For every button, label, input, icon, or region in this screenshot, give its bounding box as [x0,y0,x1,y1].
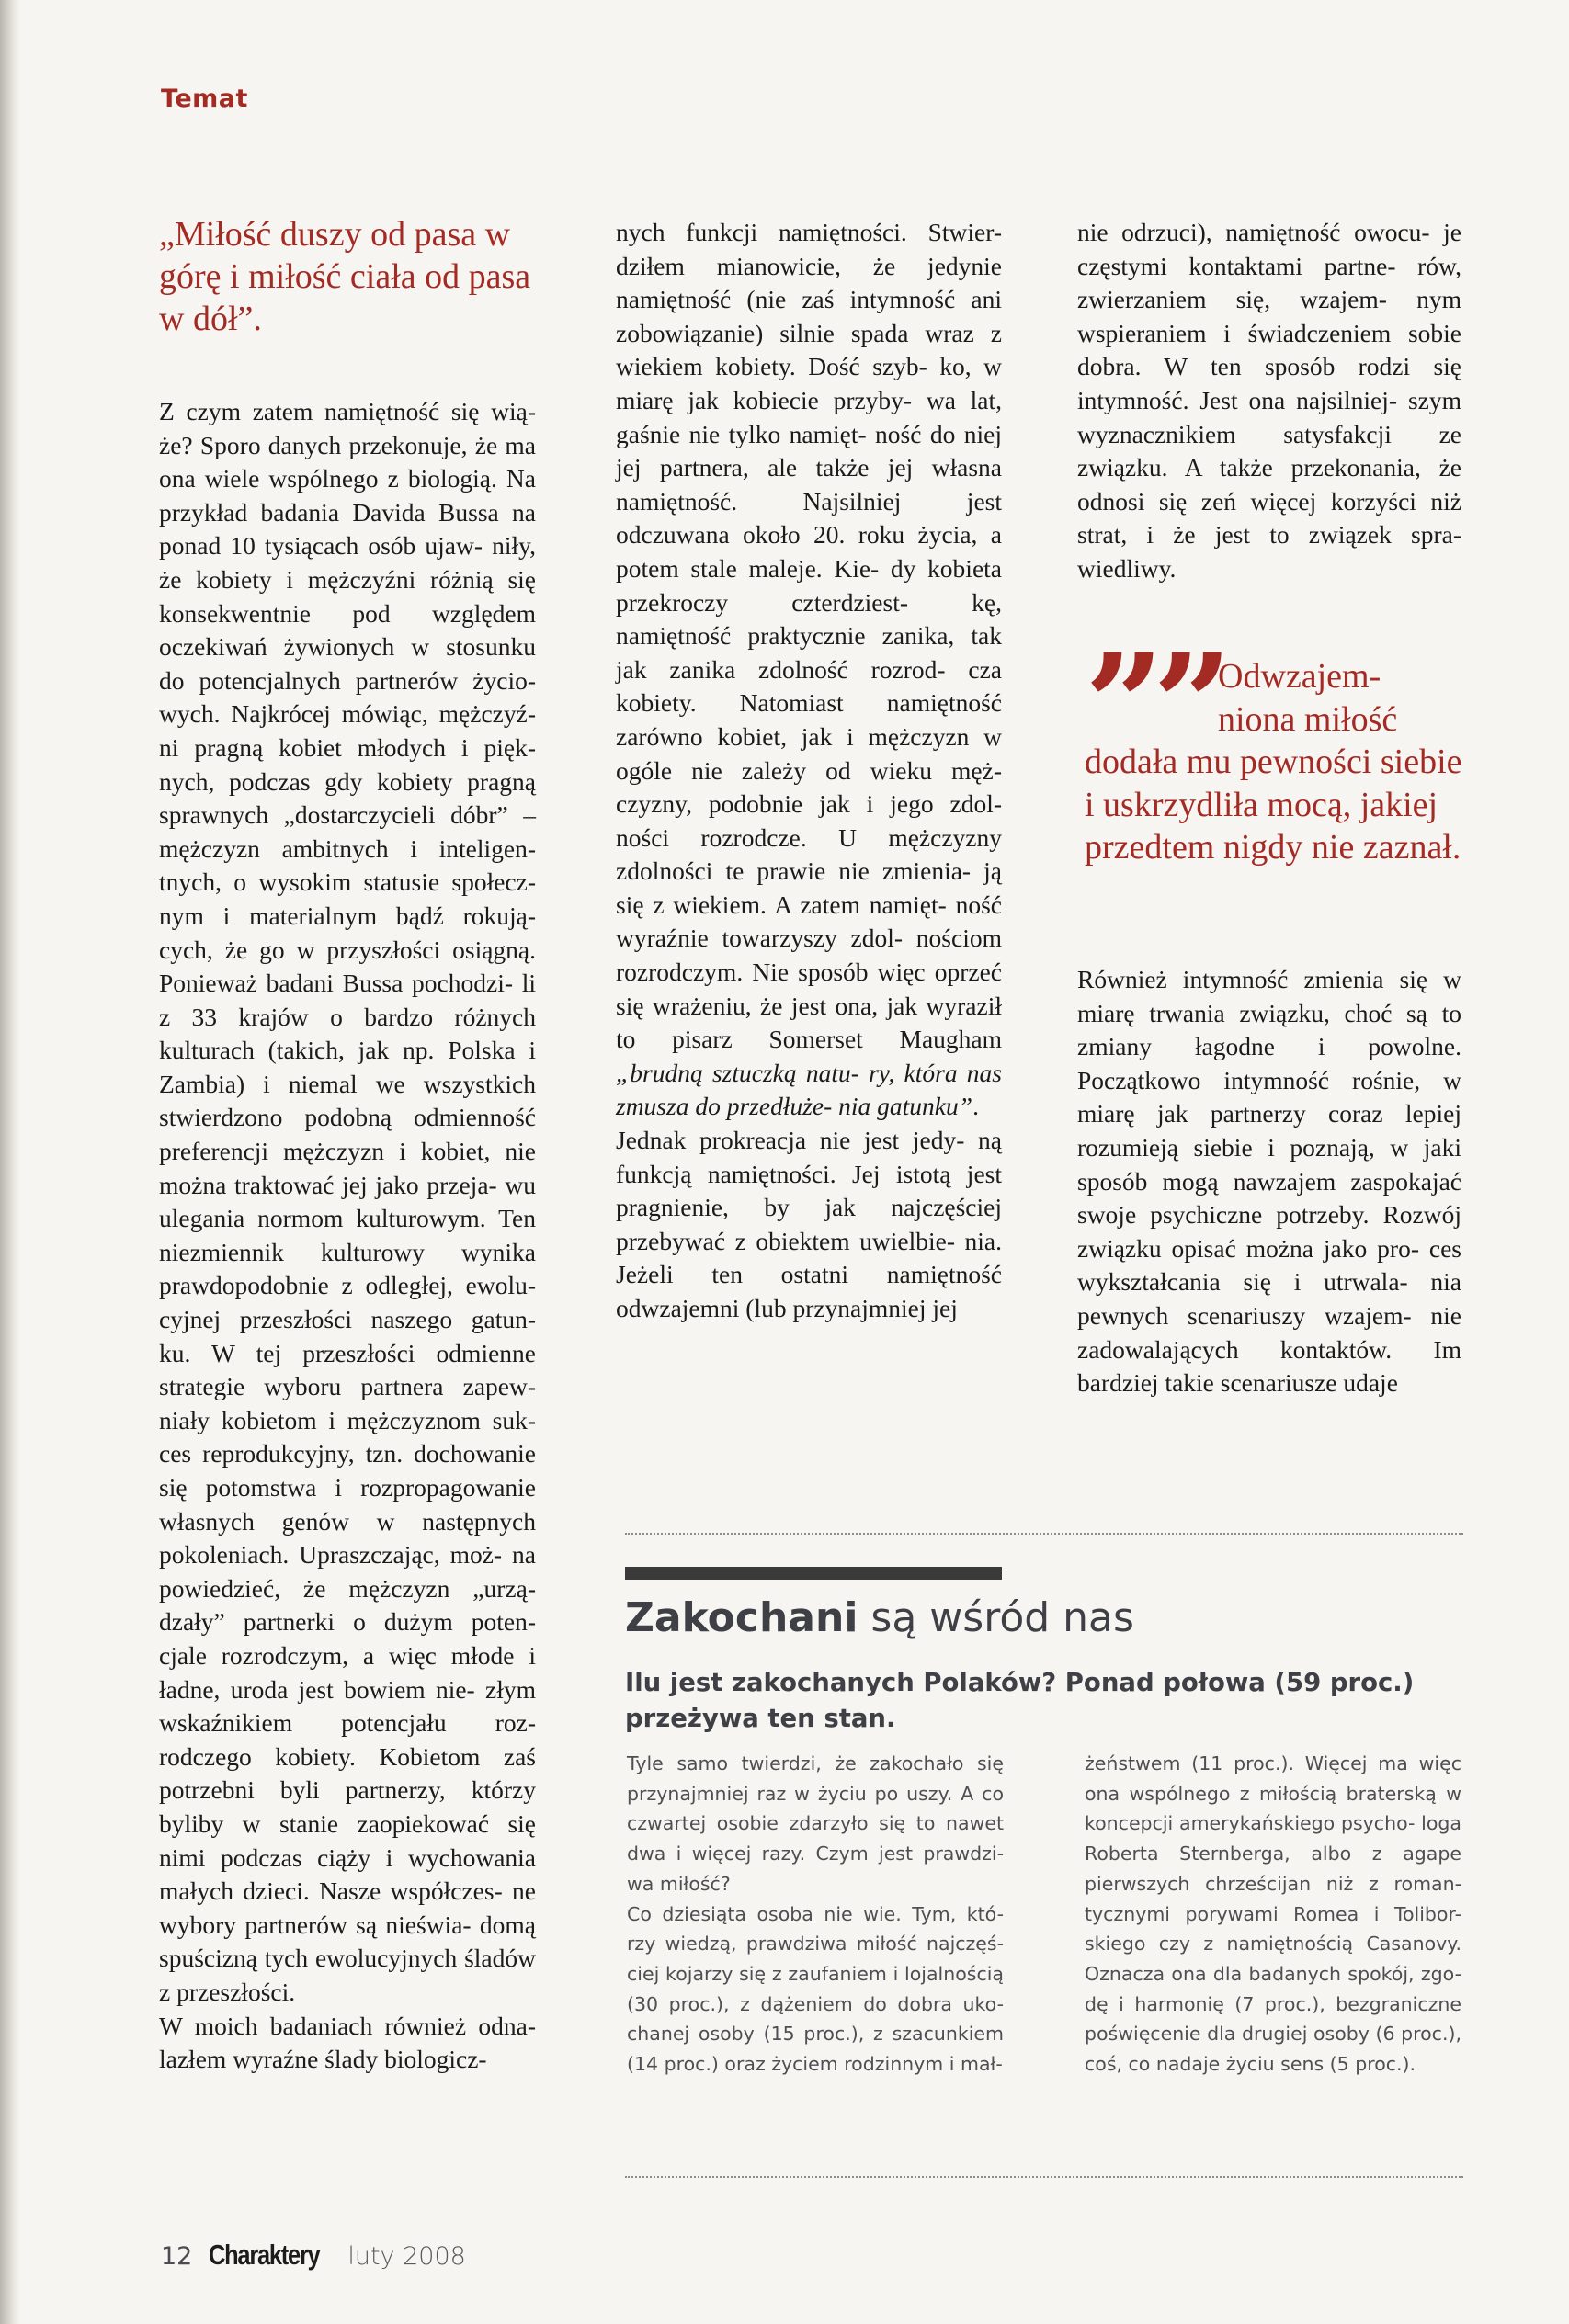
box-subtitle: Ilu jest zakochanych Polaków? Ponad połowa (59 proc.) przeżywa ten stan. [625,1668,1415,1733]
pull-quote-1: „Miłość duszy od pasa w górę i miłość ciała od pasa w dół”. [159,215,531,338]
box-column-2 [1085,1749,1461,2080]
pull-quote-2 [1085,655,1471,869]
paragraph-end: . [972,1092,979,1121]
article-column-3-top [1077,216,1461,586]
paragraph: W moich badaniach również odna- lazłem wyraźne ślady biologicz- [159,2011,536,2074]
box-column-1 [627,1749,1004,2080]
maugham-quote: „brudną sztuczką natu- ry, która nas zmusza do przedłuże- nia gatunku” [616,1058,1002,1121]
page-gutter-shadow [0,0,20,2324]
box-bottom-divider [625,2176,1463,2178]
paragraph: Jednak prokreacja nie jest jedy- ną funkcją namiętności. Jej istotą jest pragnienie, by jak najczęściej przebywać z obiektem uwielbie- nia. Jeżeli ten ostatni namiętność odwzajemni (lub przynajmniej jej [616,1126,1002,1322]
pull-quote-2-rest: dodała mu pewności siebie i uskrzydliła mocą, jakiej przedtem nigdy nie zaznał. [1085,743,1462,867]
section-label: Temat [161,85,248,113]
box-title-bold: Zakochani [625,1594,858,1641]
box-paragraph: żeństwem (11 proc.). Więcej ma więc ona wspólnego z miłością braterską w koncepcji amerykańskiego psycho- loga Roberta Sternberga, albo z agape pierwszych chrześcijan niż z roman- tycznymi porywami Romea i Tolibor- skiego czy z namiętnością Casanovy. Oznacza ona dla badanych spokój, zgo- dę i harmonię (7 proc.), bezgraniczne poświęcenie dla drugiej osoby (6 proc.), coś, co nadaje życiu sens (5 proc.). [1085,1752,1461,2076]
article-column-2 [616,216,1002,1326]
paragraph-text: nych funkcji namiętności. Stwier- dziłem mianowicie, że jedynie namiętność (nie zaś intymność ani zobowiązanie) silnie spada wraz z wiekiem kobiety. Dość szyb- ko, w miarę jak kobiecie przyby- wa lat, gaśnie nie tylko namięt- ność do niej jej partnera, ale także jej własna namiętność. Najsilniej jest odczuwana około 20. roku życia, a potem stale maleje. Kie- dy kobieta przekroczy czterdziest- kę, namiętność praktycznie zanika, tak jak zanika zdolność rozrod- cza kobiety. Natomiast namiętność zarówno kobiet, jak i mężczyzn w ogóle nie zależy od wieku męż- czyzny, podobnie jak i jego zdol- ności rozrodcze. U mężczyzny zdolności te prawie nie zmienia- ją się z wiekiem. A zatem namięt- ność wyraźnie towarzyszy zdol- nościom rozrodczym. Nie sposób więc oprzeć się wrażeniu, że jest ona, jak wyraził to pisarz Somerset Maugham [616,218,1002,1054]
pull-quote-2-first: Odwzajem- [1218,657,1381,696]
box-paragraph: Tyle samo twierdzi, że zakochało się przynajmniej raz w życiu po uszy. A co czwartej osobie zdarzyło się to nawet dwa i więcej razy. Czym jest prawdzi- wa miłość? [627,1752,1004,1895]
article-column-3-bottom [1077,963,1461,1400]
box-header-bar [625,1567,1002,1580]
paragraph [616,216,1002,1124]
box-title-rest: są wśród nas [858,1594,1134,1641]
paragraph: Również intymność zmienia się w miarę trwania związku, choć są to zmiany łagodne i powolne. Początkowo intymność rośnie, w miarę jak partnerzy coraz lepiej rozumieją siebie i poznają, w jaki sposób mogą nawzajem zaspokajać swoje psychiczne potrzeby. Rozwój związku opisać można jako pro- ces wykształcania się i utrwala- nia pewnych scenariuszy wzajem- nie zadowalających kontaktów. Im bardziej takie scenariusze udaje [1077,965,1461,1398]
magazine-logo: Charaktery [209,2239,320,2271]
box-top-divider [625,1533,1463,1535]
box-title [625,1594,1134,1641]
article-column-1 [159,395,536,2077]
box-paragraph: Co dziesiąta osoba nie wie. Tym, któ- rzy wiedzą, prawdziwa miłość najczęś- ciej kojarzy się z zaufaniem i lojalnością (30 proc.), z dążeniem do dobra uko- chanej osoby (15 proc.), z szacunkiem (14 proc.) oraz życiem rodzinnym i mał- [627,1902,1004,2076]
page-footer [161,2239,466,2272]
paragraph: Z czym zatem namiętność się wią- że? Sporo danych przekonuje, że ma ona wiele wspólnego z biologią. Na przykład badania Davida Bussa na ponad 10 tysiącach osób ujaw- niły, że kobiety i mężczyźni różnią się konsekwentnie pod względem oczekiwań żywionych w stosunku do potencjalnych partnerów życio- wych. Najkrócej mówiąc, mężczyź- ni pragną kobiet młodych i pięk- nych, podczas gdy kobiety pragną sprawnych „dostarczycieli dóbr” – mężczyzn ambitnych i inteligen- tnych, o wysokim statusie społecz- nym i materialnym bądź rokują- cych, że go w przyszłości osiągną. Ponieważ badani Bussa pochodzi- li z 33 krajów o bardzo różnych kulturach (takich, jak np. Polska i Zambia) i niemal we wszystkich stwierdzono podobną odmienność preferencji mężczyzn i kobiet, nie można traktować jej jako przeja- wu ulegania normom kulturowym. Ten niezmiennik kulturowy wynika prawdopodobnie z odległej, ewolu- cyjnej przeszłości naszego gatun- ku. W tej przeszłości odmienne strategie wyboru partnera zapew- niały kobietom i mężczyznom suk- ces reprodukcyjny, tzn. dochowanie się potomstwa i rozpropagowanie własnych genów w następnych pokoleniach. Upraszczając, moż- na powiedzieć, że mężczyzn „urzą- dzały” partnerki o dużym poten- cjale rozrodczym, a więc młode i ładne, uroda jest bowiem nie- złym wskaźnikiem potencjału roz- rodczego kobiety. Kobietom zaś potrzebni byli partnerzy, którzy byliby w stanie zaopiekować się nimi podczas ciąży i wychowania małych dzieci. Nasze współczes- ne wybory partnerów są nieświa- domą spuścizną tych ewolucyjnych śladów z przeszłości. [159,397,536,2006]
issue-date: luty 2008 [347,2242,466,2271]
quote-marks-icon: ”” [1085,624,1222,786]
page-number: 12 [161,2242,193,2271]
paragraph: nie odrzuci), namiętność owocu- je częstymi kontaktami partne- rów, zwierzaniem się, wzajem- nym wspieraniem i świadczeniem sobie dobra. W ten sposób rodzi się intymność. Jest ona najsilniej- szym wyznacznikiem satysfakcji ze związku. A także przekonania, że odnosi się zeń więcej korzyści niż strat, i że jest to związek spra- wiedliwy. [1077,218,1461,583]
pull-quote-2-second: niona miłość [1218,699,1398,739]
